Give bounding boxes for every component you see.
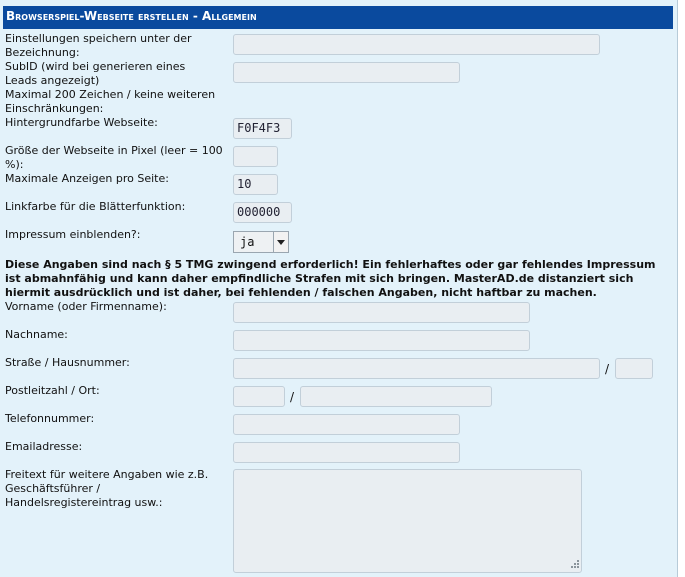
firstname-input[interactable] (233, 302, 530, 323)
city-input[interactable] (300, 386, 492, 407)
zip-city-label: Postleitzahl / Ort: (5, 384, 100, 397)
street-separator: / (605, 362, 610, 376)
freetext-textarea[interactable] (233, 469, 582, 573)
house-number-input[interactable] (615, 358, 653, 379)
resize-grip-icon[interactable] (569, 560, 579, 570)
lastname-label: Nachname: (5, 328, 68, 341)
chevron-down-icon[interactable] (273, 232, 288, 252)
phone-input[interactable] (233, 414, 460, 435)
lastname-input[interactable] (233, 330, 530, 351)
impressum-select[interactable] (233, 231, 289, 253)
email-input[interactable] (233, 442, 460, 463)
max-ads-input[interactable]: 10 (233, 174, 278, 195)
subid-input[interactable] (233, 62, 460, 83)
firstname-label: Vorname (oder Firmenname): (5, 300, 167, 313)
panel-header: Browserspiel-Webseite erstellen - Allgemein (3, 6, 673, 29)
settings-name-input[interactable] (233, 34, 600, 55)
zip-city-separator: / (290, 390, 295, 404)
impressum-notice: Diese Angaben sind nach § 5 TMG zwingend erforderlich! Ein fehlerhaftes oder gar fehlendes Impressum ist abmahnfähig und kann daher empfindliche Strafen mit sich bringen. MasterAD.de distanziert sich hiermit ausdrücklich und ist daher, bei fehlenden / falschen Angaben, nicht haftbar zu machen. (5, 258, 656, 299)
subid-hint: Maximal 200 Zeichen / keine weiteren Einschränkungen: (5, 88, 216, 115)
bgcolor-label: Hintergrundfarbe Webseite: (5, 116, 158, 129)
impressum-select-value: ja (240, 235, 255, 249)
page-size-input[interactable] (233, 146, 278, 167)
impressum-label: Impressum einblenden?: (5, 228, 141, 241)
bgcolor-input[interactable]: F0F4F3 (233, 118, 292, 139)
zip-input[interactable] (233, 386, 285, 407)
settings-name-label: Einstellungen speichern unter der Bezeichnung: (5, 32, 192, 59)
subid-label: SubID (wird bei generieren eines Leads angezeigt) (5, 60, 186, 87)
email-label: Emailadresse: (5, 440, 83, 453)
freetext-label: Freitext für weitere Angaben wie z.B. Geschäftsführer / Handelsregistereintrag usw.: (5, 468, 209, 509)
page-size-label: Größe der Webseite in Pixel (leer = 100 %): (5, 144, 223, 171)
street-input[interactable] (233, 358, 600, 379)
phone-label: Telefonnummer: (5, 412, 95, 425)
link-color-label: Linkfarbe für die Blätterfunktion: (5, 200, 186, 213)
street-label: Straße / Hausnummer: (5, 356, 130, 369)
max-ads-label: Maximale Anzeigen pro Seite: (5, 172, 169, 185)
link-color-input[interactable]: 000000 (233, 202, 292, 223)
